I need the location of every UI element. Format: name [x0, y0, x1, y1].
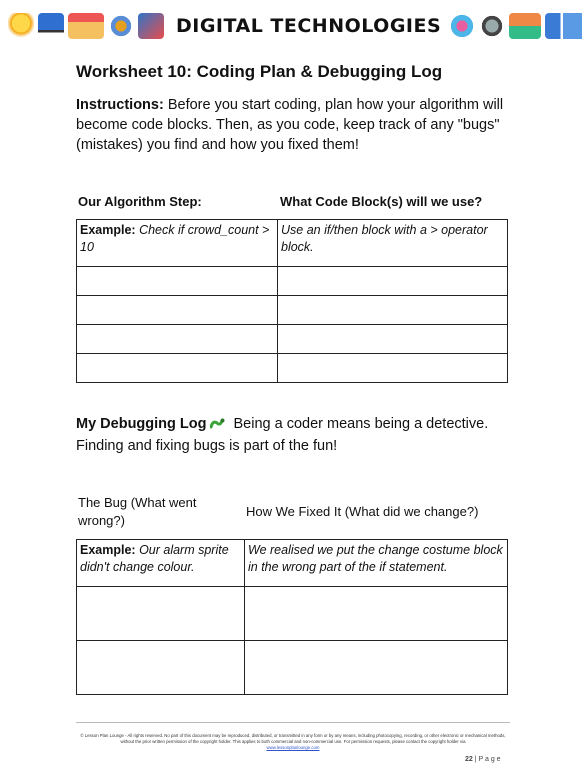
brain-circuit-icon	[449, 13, 475, 39]
debug-fix-cell[interactable]	[245, 641, 508, 695]
footer-divider	[76, 722, 510, 723]
header-banner	[8, 6, 574, 46]
robot-icon	[138, 13, 164, 39]
table-row	[77, 325, 508, 354]
table-row	[77, 296, 508, 325]
page-label: | P a g e	[474, 756, 501, 763]
example-fix-text: We realised we put the change costume block in the wrong part of the if statement.	[248, 543, 503, 574]
table-row	[77, 587, 508, 641]
bug-icon	[210, 418, 225, 429]
debug-table	[76, 539, 508, 695]
instructions-label: Instructions:	[76, 97, 164, 113]
table-row	[77, 220, 508, 267]
plan-col2-header: What Code Block(s) will we use?	[280, 194, 483, 209]
plan-block-cell[interactable]	[278, 354, 508, 383]
instructions	[76, 95, 516, 155]
debug-fix-cell[interactable]	[245, 587, 508, 641]
footer-link[interactable]: www.lessonplanlounge.com	[266, 745, 320, 750]
example-step-text: Check if crowd_count > 10	[80, 223, 270, 254]
debug-label: My Debugging Log	[76, 416, 207, 432]
plan-example-step[interactable]	[77, 220, 278, 267]
page-number	[465, 756, 501, 763]
instructions-text: Before you start coding, plan how your algorithm will become code blocks. Then, as you code, keep track of any "bugs" (mistakes) you find and how you fixed them!	[76, 97, 504, 153]
table-row	[77, 641, 508, 695]
plan-step-cell[interactable]	[77, 267, 278, 296]
plan-block-cell[interactable]	[278, 296, 508, 325]
plan-col1-header: Our Algorithm Step:	[78, 194, 202, 209]
playground-icon	[509, 13, 541, 39]
robot-head-icon	[479, 13, 505, 39]
debug-text: Being a coder means being a detective. Finding and fixing bugs is part of the fun!	[76, 416, 489, 454]
plan-step-cell[interactable]	[77, 325, 278, 354]
debug-bug-cell[interactable]	[77, 641, 245, 695]
debug-example-fix[interactable]	[245, 540, 508, 587]
debug-intro	[76, 413, 506, 457]
plan-table	[76, 219, 508, 383]
devices-icon	[545, 13, 582, 39]
debug-col2-header: How We Fixed It (What did we change?)	[246, 504, 479, 519]
banner-title: DIGITAL TECHNOLOGIES	[176, 15, 442, 37]
lightbulb-icon	[8, 13, 34, 39]
debug-col1-header: The Bug (What went wrong?)	[78, 495, 197, 528]
plan-block-cell[interactable]	[278, 325, 508, 354]
network-icon	[108, 13, 134, 39]
plan-example-block[interactable]	[278, 220, 508, 267]
laptop-icon	[38, 13, 64, 39]
worksheet-title: Worksheet 10: Coding Plan & Debugging Log	[76, 62, 443, 81]
table-row	[77, 540, 508, 587]
plan-block-cell[interactable]	[278, 267, 508, 296]
example-block-text: Use an if/then block with a > operator block.	[281, 223, 488, 254]
debug-bug-cell[interactable]	[77, 587, 245, 641]
example-label: Example:	[80, 223, 136, 237]
page-number-value: 22	[465, 756, 473, 763]
table-row	[77, 354, 508, 383]
table-row	[77, 267, 508, 296]
school-icon	[68, 13, 104, 39]
debug-example-bug[interactable]	[77, 540, 245, 587]
plan-step-cell[interactable]	[77, 296, 278, 325]
copyright-text: © Lesson Plan Lounge - All rights reserved. No part of this document may be reproduced, distributed, or transmitted in any form or by any means, including photocopying, recording, or other electronic or mechanical methods, without the prior written permission of the copyright holder. This applies to both commercial and non-commercial use. For permission requests, please contact the copyright holder via	[80, 733, 506, 744]
footer-copyright	[76, 733, 510, 751]
plan-step-cell[interactable]	[77, 354, 278, 383]
example-bug-text: Our alarm sprite didn't change colour.	[80, 543, 229, 574]
example-label: Example:	[80, 543, 136, 557]
